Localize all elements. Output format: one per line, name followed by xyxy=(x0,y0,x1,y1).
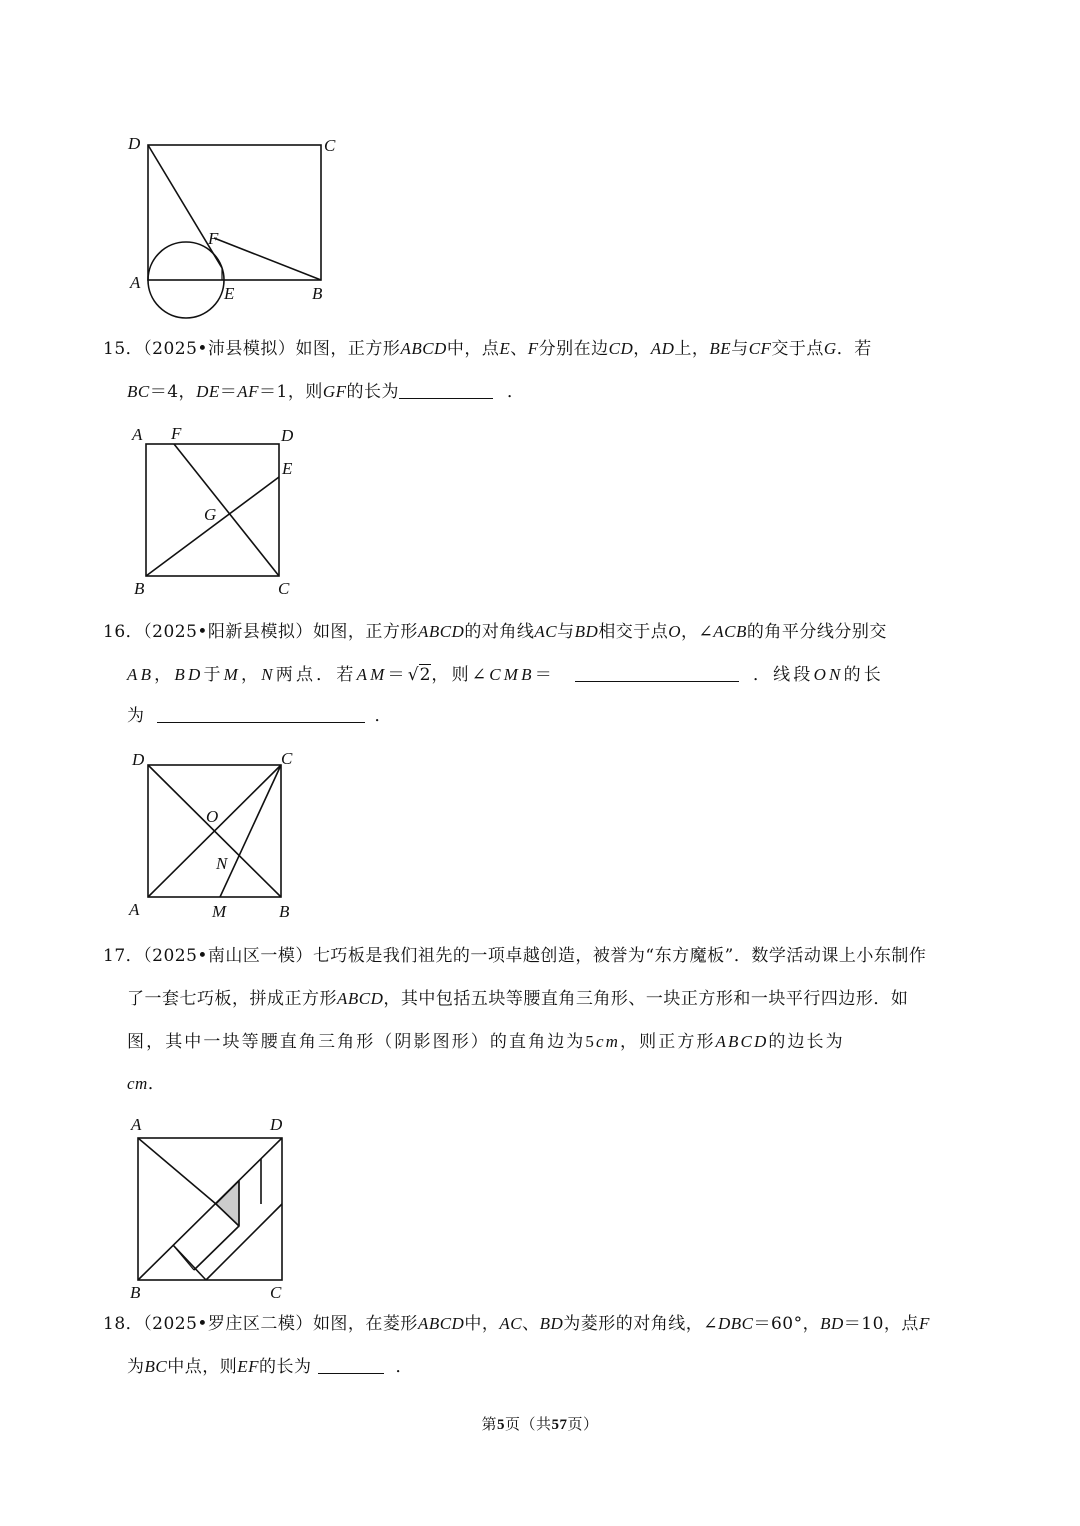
q16-answer-blank-length[interactable] xyxy=(157,704,365,723)
q18-text: 中， xyxy=(464,1314,500,1334)
q16-var: CMB xyxy=(489,665,535,684)
q15-text: ＝4， xyxy=(149,382,197,402)
q15-var: F xyxy=(527,339,539,358)
q18-var: F xyxy=(918,1314,930,1333)
fig14-label-c: C xyxy=(324,136,336,155)
question-18 xyxy=(103,1312,983,1382)
q16-number: 16． xyxy=(103,622,144,642)
footer-text: 页） xyxy=(567,1415,599,1433)
q17-text: ，则正方形 xyxy=(620,1032,716,1052)
q16-text: ＝ xyxy=(387,665,408,685)
q16-sqrt-value: 2 xyxy=(419,665,431,685)
q15-text: ＝1，则 xyxy=(259,382,323,402)
fig17-label-c: C xyxy=(270,1283,282,1302)
q18-text: 的长为 xyxy=(259,1357,312,1377)
q16-source: （2025•阳新县模拟） xyxy=(143,622,313,642)
question-17 xyxy=(103,944,983,1094)
q15-number: 15． xyxy=(103,339,144,359)
fig14-label-a: A xyxy=(130,273,141,292)
fig17-line-c xyxy=(194,1226,239,1270)
fig17-line-a xyxy=(138,1138,216,1204)
q17-text: 了一套七巧板，拼成正方形 xyxy=(127,989,337,1009)
q15-var: BE xyxy=(709,339,732,358)
q16-text: ， xyxy=(154,665,175,685)
page-total: 57 xyxy=(551,1417,568,1433)
q16-text: 与 xyxy=(557,622,575,642)
q17-unit: cm xyxy=(127,1074,148,1093)
q16-var: AC xyxy=(534,622,558,641)
q15-text: 的长为 xyxy=(346,382,400,402)
q18-text: 、 xyxy=(522,1314,540,1334)
q17-var: ABCD xyxy=(337,989,384,1008)
q17-text: 七巧板是我们祖先的一项卓越创造，被誉为“东方魔板”．数学活动课上小东制作 xyxy=(312,946,927,966)
q15-var: DE xyxy=(196,382,220,401)
q16-text: 相交于点 xyxy=(598,622,669,642)
q15-var: CF xyxy=(748,339,772,358)
q18-var: BD xyxy=(820,1314,844,1333)
q16-text: ，∠ xyxy=(681,622,714,642)
fig17-shaded-triangle xyxy=(216,1181,239,1226)
q16-var: BD xyxy=(574,622,599,641)
q16-answer-blank-angle[interactable] xyxy=(575,663,739,682)
q15-source: （2025•沛县模拟） xyxy=(143,339,296,359)
fig14-line-fb xyxy=(214,238,321,280)
footer-text: 页（共 xyxy=(504,1415,552,1433)
q16-text: ． xyxy=(374,706,392,726)
fig17-label-a: A xyxy=(131,1115,142,1134)
fig16-label-m: M xyxy=(212,902,227,921)
q16-var: BD xyxy=(174,665,204,684)
fig15-label-c: C xyxy=(278,579,290,598)
q15-var: AD xyxy=(650,339,675,358)
q15-text: 与 xyxy=(731,339,749,359)
figure-q17 xyxy=(118,1108,318,1302)
fig16-label-o: O xyxy=(206,807,219,826)
q15-text: 、 xyxy=(510,339,528,359)
fig16-label-a: A xyxy=(129,900,140,919)
fig17-label-d: D xyxy=(270,1115,283,1134)
q18-text: 如图，在菱形 xyxy=(312,1314,418,1334)
q15-var: E xyxy=(499,339,511,358)
fig14-label-b: B xyxy=(312,284,323,303)
q18-text: ＝10，点 xyxy=(843,1314,919,1334)
figure-q15 xyxy=(118,420,318,600)
q16-var: ACB xyxy=(713,622,747,641)
fig15-label-b: B xyxy=(134,579,145,598)
q16-text: 的长 xyxy=(843,665,884,685)
fig16-label-n: N xyxy=(216,854,228,873)
q16-text: 两点．若 xyxy=(275,665,357,685)
q18-answer-blank[interactable] xyxy=(318,1355,384,1374)
q18-var: ABCD xyxy=(417,1314,465,1333)
q16-var: M xyxy=(223,665,242,684)
fig15-label-f: F xyxy=(171,424,182,443)
q15-text: 分别在边 xyxy=(538,339,609,359)
q17-var: ABCD xyxy=(715,1032,769,1051)
q18-var: DBC xyxy=(717,1314,754,1333)
q15-text: 中，点 xyxy=(446,339,500,359)
q17-text: ，其中包括五块等腰直角三角形、一块正方形和一块平行四边形．如 xyxy=(383,989,909,1009)
q16-text: 的角平分线分别交 xyxy=(746,622,887,642)
q17-text: 的边长为 xyxy=(768,1032,845,1052)
fig15-label-a: A xyxy=(132,425,143,444)
q16-var: ON xyxy=(813,665,844,684)
q16-text: ＝ xyxy=(534,665,555,685)
q18-text: 为 xyxy=(127,1357,145,1377)
page-footer xyxy=(0,1413,1080,1434)
q18-var: AC xyxy=(499,1314,523,1333)
q18-text: ＝60°， xyxy=(753,1314,821,1334)
fig14-line-df xyxy=(148,145,222,268)
page-number: 5 xyxy=(496,1417,505,1433)
q16-text: 为 xyxy=(127,706,145,726)
fig14-label-e: E xyxy=(224,284,235,303)
fig15-line-cf xyxy=(174,444,279,576)
figure-q14 xyxy=(118,128,358,328)
fig16-label-c: C xyxy=(281,749,293,768)
q18-var: BD xyxy=(539,1314,564,1333)
q15-var: ABCD xyxy=(400,339,447,358)
fig14-rectangle xyxy=(148,145,321,280)
fig16-label-b: B xyxy=(279,902,290,921)
q16-text: ，则∠ xyxy=(431,665,490,685)
q15-answer-blank[interactable] xyxy=(399,380,493,399)
q15-text: ．若 xyxy=(836,339,872,359)
q15-text: 上， xyxy=(674,339,710,359)
q15-text: 如图，正方形 xyxy=(295,339,401,359)
figure-q16 xyxy=(118,745,318,925)
q15-text: ， xyxy=(633,339,651,359)
q15-var: CD xyxy=(608,339,634,358)
q18-var: BC xyxy=(144,1357,168,1376)
question-15 xyxy=(103,337,983,417)
fig17-line-d xyxy=(206,1204,282,1280)
fig15-label-e: E xyxy=(282,459,293,478)
q15-var: AF xyxy=(237,382,260,401)
q17-number: 17． xyxy=(103,946,144,966)
q16-text: 如图，正方形 xyxy=(312,622,418,642)
q18-number: 18． xyxy=(103,1314,144,1334)
footer-text: 第 xyxy=(481,1415,497,1433)
q15-var: BC xyxy=(127,382,150,401)
fig14-label-f: F xyxy=(208,229,219,248)
fig17-line-f xyxy=(173,1245,194,1270)
question-16 xyxy=(103,620,983,730)
q18-var: EF xyxy=(237,1357,260,1376)
q15-var: G xyxy=(823,339,837,358)
q16-var: O xyxy=(668,622,682,641)
q17-text: ． xyxy=(147,1074,166,1094)
fig15-label-g: G xyxy=(204,505,217,524)
fig16-bisector-cm xyxy=(220,765,281,897)
q18-source: （2025•罗庄区二模） xyxy=(143,1314,313,1334)
q16-var: AM xyxy=(356,665,388,684)
q17-unit: cm xyxy=(596,1032,621,1051)
fig15-label-d: D xyxy=(281,426,294,445)
sqrt-sign: √ xyxy=(407,665,419,685)
q18-text: 中点，则 xyxy=(167,1357,238,1377)
q18-text: ． xyxy=(395,1357,414,1377)
q15-text: 交于点 xyxy=(771,339,824,359)
q16-text: 于 xyxy=(203,665,224,685)
q18-text: 为菱形的对角线，∠ xyxy=(563,1314,718,1334)
q17-source: （2025•南山区一模） xyxy=(143,946,313,966)
q17-value: 5 xyxy=(585,1032,597,1051)
q15-text: ＝ xyxy=(219,382,238,402)
q16-text: ．线段 xyxy=(752,665,814,685)
q16-var: ABCD xyxy=(417,622,465,641)
q15-var: GF xyxy=(322,382,347,401)
q16-text: 的对角线 xyxy=(464,622,535,642)
q15-text: ． xyxy=(507,382,525,402)
fig14-label-d: D xyxy=(128,134,141,153)
q17-text: 图，其中一块等腰直角三角形（阴影图形）的直角边为 xyxy=(127,1032,586,1052)
q16-text: ， xyxy=(241,665,262,685)
q16-var: AB xyxy=(127,665,155,684)
q16-var: N xyxy=(261,665,276,684)
fig16-label-d: D xyxy=(132,750,145,769)
fig17-label-b: B xyxy=(130,1283,141,1302)
